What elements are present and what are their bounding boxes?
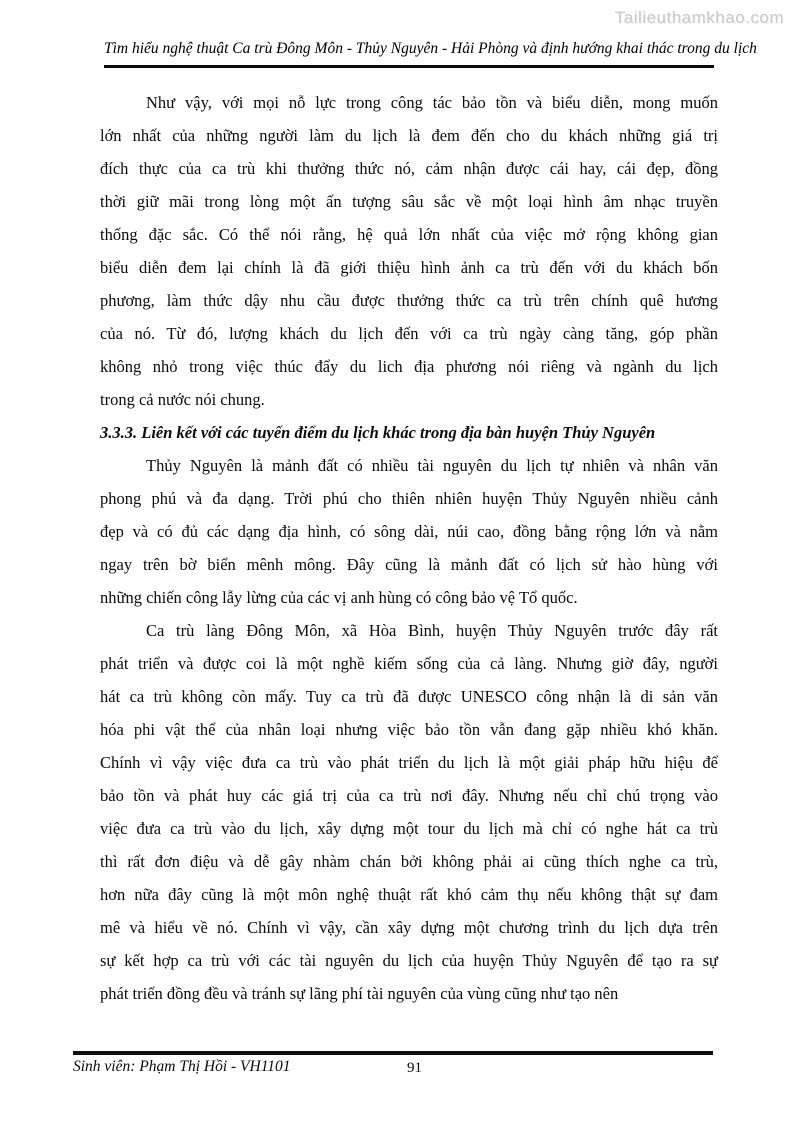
text-line: đẹp và có đủ các dạng địa hình, có sông dài, núi cao, đồng bằng rộng lớn và nằm: [100, 522, 718, 541]
page-number: 91: [407, 1060, 422, 1076]
text-line: lớn nhất của những người làm du lịch là đem đến cho du khách những giá trị: [100, 126, 718, 145]
text-line: Như vậy, với mọi nỗ lực trong công tác bảo tồn và biểu diễn, mong muốn: [146, 93, 718, 112]
text-line: phương, làm thức dậy nhu cầu được thưởng thức ca trù trên chính quê hương: [100, 291, 718, 310]
document-body: [100, 86, 718, 1010]
footer-author: Sinh viên: Phạm Thị Hồi - VH1101: [73, 1058, 291, 1075]
text-line: đích thực của ca trù khi thưởng thức nó, cảm nhận được cái hay, cái đẹp, đồng: [100, 159, 718, 178]
page-header: [104, 40, 757, 68]
text-line: phát triển đồng đều và tránh sự lãng phí tài nguyên của vùng cũng như tạo nên: [100, 984, 619, 1003]
text-line: bảo tồn và phát huy các giá trị của ca trù nơi đây. Nhưng nếu chỉ chú trọng vào: [100, 786, 718, 805]
paragraph: [100, 86, 718, 416]
running-title: Tìm hiểu nghệ thuật Ca trù Đông Môn - Thủy Nguyên - Hải Phòng và định hướng khai thác trong du lịch: [104, 40, 757, 57]
site-watermark: Tailieuthamkhao.com: [614, 8, 784, 27]
text-line: Ca trù làng Đông Môn, xã Hòa Bình, huyện Thủy Nguyên trước đây rất: [146, 621, 718, 640]
text-line: phong phú và đa dạng. Trời phú cho thiên nhiên huyện Thủy Nguyên nhiều cảnh: [100, 489, 718, 508]
text-line: hơn nữa đây cũng là một môn nghệ thuật rất khó cảm thụ nếu không thật sự đam: [100, 885, 718, 904]
text-line: biểu diễn đem lại chính là đã giới thiệu hình ảnh ca trù đến với du khách bốn: [100, 258, 718, 277]
text-line: phát triển và được coi là một nghề kiếm sống của cả làng. Nhưng giờ đây, người: [100, 654, 718, 673]
text-line: Thủy Nguyên là mảnh đất có nhiều tài nguyên du lịch tự nhiên và nhân văn: [146, 456, 718, 475]
text-line: việc đưa ca trù vào du lịch, xây dựng một tour du lịch mà chỉ có nghe hát ca trù: [100, 819, 718, 838]
text-line: Chính vì vậy việc đưa ca trù vào phát triển du lịch là một giải pháp hữu hiệu để: [100, 753, 718, 772]
text-line: hát ca trù không còn mấy. Tuy ca trù đã được UNESCO công nhận là di sản văn: [100, 687, 718, 706]
text-line: sự kết hợp ca trù với các tài nguyên du lịch của huyện Thủy Nguyên để tạo ra sự: [100, 951, 718, 970]
paragraph: [100, 614, 718, 1010]
text-line: của nó. Từ đó, lượng khách du lịch đến với ca trù ngày càng tăng, góp phần: [100, 324, 718, 343]
paragraph: [100, 449, 718, 614]
section-heading: 3.3.3. Liên kết với các tuyến điểm du lịch khác trong địa bàn huyện Thủy Nguyên: [100, 423, 656, 442]
page-footer: [73, 1051, 713, 1076]
text-line: mê và hiểu về nó. Chính vì vậy, cần xây dựng một chương trình du lịch dựa trên: [100, 918, 718, 937]
text-line: trong cả nước nói chung.: [100, 390, 265, 409]
text-line: thời giữ mãi trong lòng một ấn tượng sâu sắc về một loại hình âm nhạc truyền: [100, 192, 718, 211]
text-line: ngay trên bờ biển mênh mông. Đây cũng là mảnh đất có lịch sử hào hùng với: [100, 555, 718, 574]
text-line: hóa phi vật thể của nhân loại nhưng việc bảo tồn vẫn đang gặp nhiều khó khăn.: [100, 720, 718, 739]
text-line: thống đặc sắc. Có thể nói rằng, hệ quả lớn nhất của việc mở rộng không gian: [100, 225, 718, 244]
text-line: thì rất đơn điệu và dễ gây nhàm chán bởi không phải ai cũng thích nghe ca trù,: [100, 852, 718, 871]
text-line: không nhỏ trong việc thúc đẩy du lich địa phương nói riêng và ngành du lịch: [100, 357, 718, 376]
text-line: những chiến công lẫy lừng của các vị anh hùng có công bảo vệ Tổ quốc.: [100, 588, 578, 607]
